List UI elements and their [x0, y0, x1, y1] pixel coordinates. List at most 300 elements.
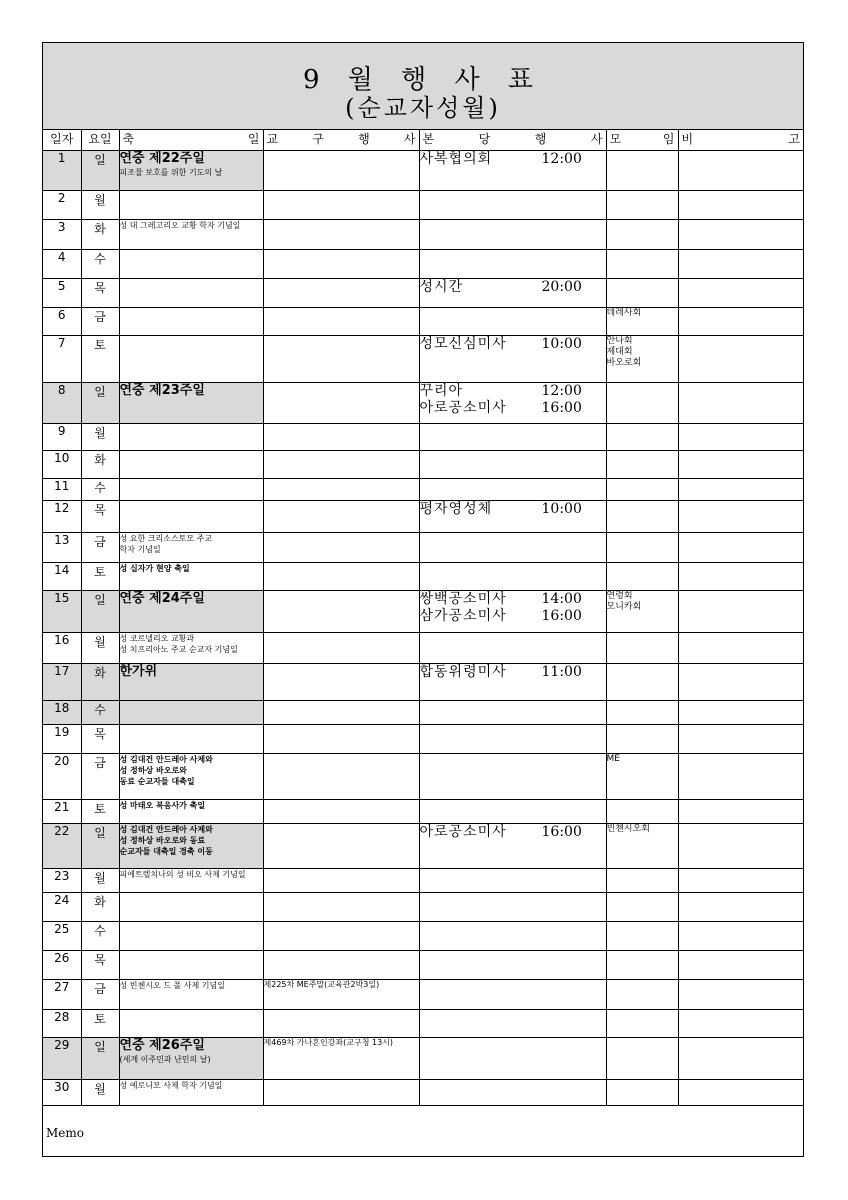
note-cell: [678, 892, 803, 921]
weekday-cell: 수: [81, 478, 119, 500]
parish-event: [420, 400, 606, 417]
parish-event-cell: [419, 590, 606, 632]
meeting-cell: ME: [606, 753, 678, 799]
diocese-event-cell: [263, 532, 419, 562]
meeting-cell: [606, 278, 678, 307]
header-row: [43, 130, 803, 150]
weekday-cell: 금: [81, 532, 119, 562]
note-cell: [678, 823, 803, 868]
weekday-cell: 금: [81, 979, 119, 1009]
note-cell: [678, 663, 803, 700]
feast-cell: [119, 478, 263, 500]
parish-event-time: 10:00: [541, 335, 582, 352]
feast-cell: [119, 950, 263, 979]
note-cell: [678, 335, 803, 382]
feast-cell: [119, 799, 263, 823]
feast-cell: [119, 663, 263, 700]
meeting-cell: 안나회 제대회 바오로회: [606, 335, 678, 382]
feast-cell: [119, 868, 263, 892]
note-cell: [678, 219, 803, 249]
table-row: [43, 335, 803, 382]
day-cell: 18: [43, 700, 81, 724]
feast-cell: [119, 823, 263, 868]
diocese-event-cell: [263, 921, 419, 950]
feast-cell: [119, 632, 263, 663]
meeting-cell: [606, 423, 678, 450]
parish-event-cell: [419, 663, 606, 700]
meeting-cell: [606, 478, 678, 500]
table-row: [43, 1037, 803, 1079]
parish-event-cell: [419, 892, 606, 921]
memo-area[interactable]: [43, 1123, 803, 1157]
table-row: [43, 1079, 803, 1105]
diocese-event-cell: [263, 382, 419, 423]
feast-cell: [119, 219, 263, 249]
parish-event: [420, 279, 606, 296]
diocese-event-cell: [263, 950, 419, 979]
note-cell: [678, 590, 803, 632]
feast-cell: [119, 1037, 263, 1079]
meeting-cell: [606, 1079, 678, 1105]
header-day: 일자: [43, 130, 81, 150]
feast-cell: [119, 892, 263, 921]
meeting-cell: [606, 868, 678, 892]
feast-cell: [119, 590, 263, 632]
meeting-cell: 데레사회: [606, 307, 678, 335]
diocese-event-cell: [263, 450, 419, 478]
table-row: [43, 700, 803, 724]
day-cell: 19: [43, 724, 81, 753]
parish-event-cell: [419, 562, 606, 590]
meeting-cell: [606, 724, 678, 753]
table-row: [43, 753, 803, 799]
parish-event-cell: [419, 632, 606, 663]
table-row: [43, 632, 803, 663]
table-row: [43, 1009, 803, 1037]
diocese-event-cell: [263, 219, 419, 249]
note-cell: [678, 921, 803, 950]
meeting-cell: [606, 663, 678, 700]
feast-memorial: 성 김대건 안드레아 사제와 성 정하상 바오로와 동료 순교자들 대축일: [119, 754, 213, 786]
table-row: [43, 190, 803, 219]
weekday-cell: 일: [81, 1037, 119, 1079]
note-cell: [678, 1037, 803, 1079]
title-block: [43, 43, 803, 130]
note-cell: [678, 150, 803, 190]
table-row: [43, 663, 803, 700]
parish-event-cell: [419, 478, 606, 500]
parish-event-cell: [419, 382, 606, 423]
feast-cell: [119, 150, 263, 190]
note-cell: [678, 382, 803, 423]
feast-cell: [119, 423, 263, 450]
day-cell: 6: [43, 307, 81, 335]
table-row: [43, 500, 803, 532]
note-cell: [678, 307, 803, 335]
day-cell: 21: [43, 799, 81, 823]
parish-event-cell: [419, 532, 606, 562]
note-cell: [678, 562, 803, 590]
table-row: [43, 799, 803, 823]
feast-note: 피에트렐치나의 성 비오 사제 기념일: [119, 869, 246, 879]
meeting-cell: [606, 532, 678, 562]
diocese-event-cell: [263, 423, 419, 450]
day-cell: 7: [43, 335, 81, 382]
feast-title: 연중 제23주일: [119, 382, 205, 398]
note-cell: [678, 1009, 803, 1037]
day-cell: 2: [43, 190, 81, 219]
weekday-cell: 화: [81, 663, 119, 700]
diocese-event-cell: [263, 500, 419, 532]
diocese-event-cell: [263, 249, 419, 278]
parish-event-cell: [419, 307, 606, 335]
feast-cell: [119, 307, 263, 335]
meeting-cell: [606, 150, 678, 190]
parish-event-cell: [419, 335, 606, 382]
day-cell: 11: [43, 478, 81, 500]
parish-event: [420, 608, 606, 625]
schedule-sheet: [42, 42, 804, 1157]
weekday-cell: 일: [81, 590, 119, 632]
header-meeting: 모 임: [606, 130, 678, 150]
note-cell: [678, 532, 803, 562]
day-cell: 27: [43, 979, 81, 1009]
parish-event-name: 평자영성체: [419, 500, 493, 517]
note-cell: [678, 753, 803, 799]
table-row: [43, 892, 803, 921]
parish-event-name: 아로공소미사: [419, 399, 507, 416]
parish-event-cell: [419, 450, 606, 478]
meeting-cell: [606, 219, 678, 249]
memo-label: Memo: [46, 1126, 84, 1140]
page-subtitle: (순교자성월): [345, 94, 501, 122]
note-cell: [678, 632, 803, 663]
header-diocese: 교 구 행 사: [263, 130, 419, 150]
meeting-cell: [606, 950, 678, 979]
diocese-event-cell: [263, 724, 419, 753]
table-row: [43, 724, 803, 753]
parish-event-name: 합동위령미사: [419, 663, 507, 680]
parish-event-time: 16:00: [541, 823, 582, 840]
parish-event-name: 아로공소미사: [419, 823, 507, 840]
diocese-event-cell: [263, 1009, 419, 1037]
parish-event-cell: [419, 423, 606, 450]
table-row: [43, 249, 803, 278]
parish-event-cell: [419, 500, 606, 532]
feast-memorial: 성 마태오 복음사가 축일: [119, 800, 206, 810]
day-cell: 30: [43, 1079, 81, 1105]
parish-event-time: 12:00: [541, 382, 582, 399]
feast-cell: [119, 921, 263, 950]
day-cell: 4: [43, 249, 81, 278]
parish-event-cell: [419, 868, 606, 892]
weekday-cell: 목: [81, 500, 119, 532]
day-cell: 22: [43, 823, 81, 868]
feast-memorial: 성 십자가 현양 축일: [119, 563, 190, 573]
parish-event-time: 20:00: [541, 278, 582, 295]
feast-memorial: 성 김대건 안드레아 사제와 성 정하상 바오로와 동료 순교자들 대축일 경축 이동: [119, 824, 213, 856]
meeting-cell: [606, 190, 678, 219]
meeting-cell: [606, 799, 678, 823]
parish-event-name: 쌍백공소미사: [419, 590, 507, 607]
feast-cell: [119, 500, 263, 532]
feast-title: 한가위: [119, 663, 158, 679]
table-row: [43, 532, 803, 562]
note-cell: [678, 724, 803, 753]
diocese-event-cell: [263, 799, 419, 823]
feast-cell: [119, 724, 263, 753]
note-cell: [678, 700, 803, 724]
feast-note: (세계 이주민과 난민의 날): [119, 1054, 211, 1064]
diocese-event-cell: [263, 753, 419, 799]
parish-event-cell: [419, 823, 606, 868]
parish-event-cell: [419, 799, 606, 823]
day-cell: 23: [43, 868, 81, 892]
parish-event-cell: [419, 1079, 606, 1105]
feast-note: 성 예로니모 사제 학자 기념일: [119, 1080, 223, 1090]
feast-cell: [119, 700, 263, 724]
day-cell: 26: [43, 950, 81, 979]
table-row: [43, 562, 803, 590]
weekday-cell: 금: [81, 753, 119, 799]
meeting-cell: [606, 979, 678, 1009]
day-cell: 28: [43, 1009, 81, 1037]
parish-event-cell: [419, 724, 606, 753]
weekday-cell: 화: [81, 219, 119, 249]
note-cell: [678, 423, 803, 450]
feast-note: 피조물 보호를 위한 기도의 날: [119, 167, 223, 177]
weekday-cell: 토: [81, 335, 119, 382]
parish-event-cell: [419, 219, 606, 249]
day-cell: 14: [43, 562, 81, 590]
feast-title: 연중 제26주일: [119, 1037, 205, 1053]
note-cell: [678, 799, 803, 823]
meeting-cell: [606, 632, 678, 663]
table-row: [43, 278, 803, 307]
table-row: [43, 979, 803, 1009]
feast-cell: [119, 1009, 263, 1037]
diocese-event-cell: 제225차 ME주말(교육관2박3일): [263, 979, 419, 1009]
parish-event-cell: [419, 278, 606, 307]
diocese-event-cell: [263, 823, 419, 868]
feast-cell: [119, 1079, 263, 1105]
table-row: [43, 590, 803, 632]
day-cell: 1: [43, 150, 81, 190]
parish-event-name: 성모신심미사: [419, 335, 507, 352]
meeting-cell: 빈첸시오회: [606, 823, 678, 868]
diocese-event-cell: 제469차 가나혼인강좌(교구청 13시): [263, 1037, 419, 1079]
weekday-cell: 수: [81, 700, 119, 724]
weekday-cell: 월: [81, 1079, 119, 1105]
feast-cell: [119, 450, 263, 478]
diocese-event-cell: [263, 868, 419, 892]
note-cell: [678, 868, 803, 892]
weekday-cell: 수: [81, 249, 119, 278]
feast-cell: [119, 249, 263, 278]
parish-event-cell: [419, 1037, 606, 1079]
diocese-event-cell: [263, 590, 419, 632]
table-row: [43, 921, 803, 950]
day-cell: 12: [43, 500, 81, 532]
feast-cell: [119, 190, 263, 219]
diocese-event-cell: [263, 892, 419, 921]
weekday-cell: 일: [81, 150, 119, 190]
note-cell: [678, 500, 803, 532]
weekday-cell: 월: [81, 423, 119, 450]
day-cell: 8: [43, 382, 81, 423]
day-cell: 15: [43, 590, 81, 632]
day-cell: 16: [43, 632, 81, 663]
note-cell: [678, 190, 803, 219]
parish-event-cell: [419, 700, 606, 724]
diocese-event-cell: [263, 632, 419, 663]
parish-event-cell: [419, 190, 606, 219]
table-row: [43, 450, 803, 478]
diocese-event-cell: [263, 663, 419, 700]
day-cell: 20: [43, 753, 81, 799]
feast-cell: [119, 382, 263, 423]
header-parish: 본 당 행 사: [419, 130, 606, 150]
feast-note: 성 대 그레고리오 교황 학자 기념일: [119, 220, 241, 230]
day-cell: 9: [43, 423, 81, 450]
feast-title: 연중 제24주일: [119, 590, 205, 606]
diocese-event-cell: [263, 307, 419, 335]
feast-note: 성 코르넬리오 교황과 성 치프리아노 주교 순교자 기념일: [119, 633, 238, 654]
weekday-cell: 토: [81, 799, 119, 823]
note-cell: [678, 979, 803, 1009]
diocese-event-cell: [263, 335, 419, 382]
parish-event-time: 16:00: [541, 399, 582, 416]
meeting-cell: [606, 249, 678, 278]
day-cell: 24: [43, 892, 81, 921]
weekday-cell: 월: [81, 632, 119, 663]
meeting-cell: [606, 1037, 678, 1079]
parish-event: [420, 591, 606, 608]
parish-event-name: 성시간: [419, 278, 464, 295]
table-row: [43, 823, 803, 868]
day-cell: 3: [43, 219, 81, 249]
parish-event-time: 16:00: [541, 607, 582, 624]
parish-event: [420, 501, 606, 518]
feast-cell: [119, 335, 263, 382]
weekday-cell: 수: [81, 921, 119, 950]
feast-cell: [119, 979, 263, 1009]
note-cell: [678, 1079, 803, 1105]
parish-event-time: 12:00: [541, 150, 582, 167]
day-cell: 29: [43, 1037, 81, 1079]
parish-event-name: 삼가공소미사: [419, 607, 507, 624]
parish-event-cell: [419, 249, 606, 278]
diocese-event-cell: [263, 278, 419, 307]
parish-event-time: 10:00: [541, 500, 582, 517]
weekday-cell: 월: [81, 868, 119, 892]
weekday-cell: 일: [81, 382, 119, 423]
feast-cell: [119, 562, 263, 590]
feast-note: 성 빈첸시오 드 폴 사제 기념일: [119, 980, 225, 990]
note-cell: [678, 950, 803, 979]
note-cell: [678, 249, 803, 278]
parish-event-cell: [419, 950, 606, 979]
header-feast: 축 일: [119, 130, 263, 150]
meeting-cell: [606, 382, 678, 423]
table-row: [43, 950, 803, 979]
meeting-cell: [606, 921, 678, 950]
meeting-cell: 연령회 모니카회: [606, 590, 678, 632]
table-row: [43, 150, 803, 190]
weekday-cell: 목: [81, 724, 119, 753]
day-cell: 13: [43, 532, 81, 562]
weekday-cell: 금: [81, 307, 119, 335]
parish-event: [420, 664, 606, 681]
diocese-event-cell: [263, 1079, 419, 1105]
meeting-cell: [606, 562, 678, 590]
parish-event-cell: [419, 150, 606, 190]
header-note: 비 고: [678, 130, 803, 150]
table-row: [43, 478, 803, 500]
day-cell: 17: [43, 663, 81, 700]
weekday-cell: 토: [81, 1009, 119, 1037]
feast-cell: [119, 278, 263, 307]
note-cell: [678, 278, 803, 307]
parish-event-cell: [419, 1009, 606, 1037]
parish-event-cell: [419, 979, 606, 1009]
parish-event-cell: [419, 753, 606, 799]
table-row: [43, 382, 803, 423]
diocese-event-cell: [263, 190, 419, 219]
parish-event-time: 14:00: [541, 590, 582, 607]
weekday-cell: 화: [81, 450, 119, 478]
day-cell: 25: [43, 921, 81, 950]
table-row: [43, 423, 803, 450]
header-weekday: 요일: [81, 130, 119, 150]
day-cell: 10: [43, 450, 81, 478]
parish-event: [420, 151, 606, 168]
weekday-cell: 목: [81, 278, 119, 307]
table-row: [43, 219, 803, 249]
day-cell: 5: [43, 278, 81, 307]
parish-event-time: 11:00: [541, 663, 582, 680]
weekday-cell: 목: [81, 950, 119, 979]
weekday-cell: 토: [81, 562, 119, 590]
feast-title: 연중 제22주일: [119, 150, 205, 166]
note-cell: [678, 450, 803, 478]
schedule-table: [43, 130, 803, 1106]
parish-event: [420, 336, 606, 353]
diocese-event-cell: [263, 150, 419, 190]
weekday-cell: 일: [81, 823, 119, 868]
parish-event-name: 사복협의회: [419, 150, 493, 167]
parish-event-cell: [419, 921, 606, 950]
table-row: [43, 868, 803, 892]
diocese-event-cell: [263, 478, 419, 500]
diocese-event-cell: [263, 562, 419, 590]
meeting-cell: [606, 450, 678, 478]
feast-note: 성 요한 크리소스토모 주교 학자 기념일: [119, 533, 213, 554]
meeting-cell: [606, 700, 678, 724]
note-cell: [678, 478, 803, 500]
parish-event-name: 꾸리아: [419, 382, 464, 399]
parish-event: [420, 824, 606, 841]
feast-cell: [119, 532, 263, 562]
feast-cell: [119, 753, 263, 799]
diocese-event-cell: [263, 700, 419, 724]
parish-event: [420, 383, 606, 400]
meeting-cell: [606, 892, 678, 921]
page-title: 9 월 행 사 표: [302, 65, 544, 95]
table-row: [43, 307, 803, 335]
weekday-cell: 화: [81, 892, 119, 921]
meeting-cell: [606, 500, 678, 532]
